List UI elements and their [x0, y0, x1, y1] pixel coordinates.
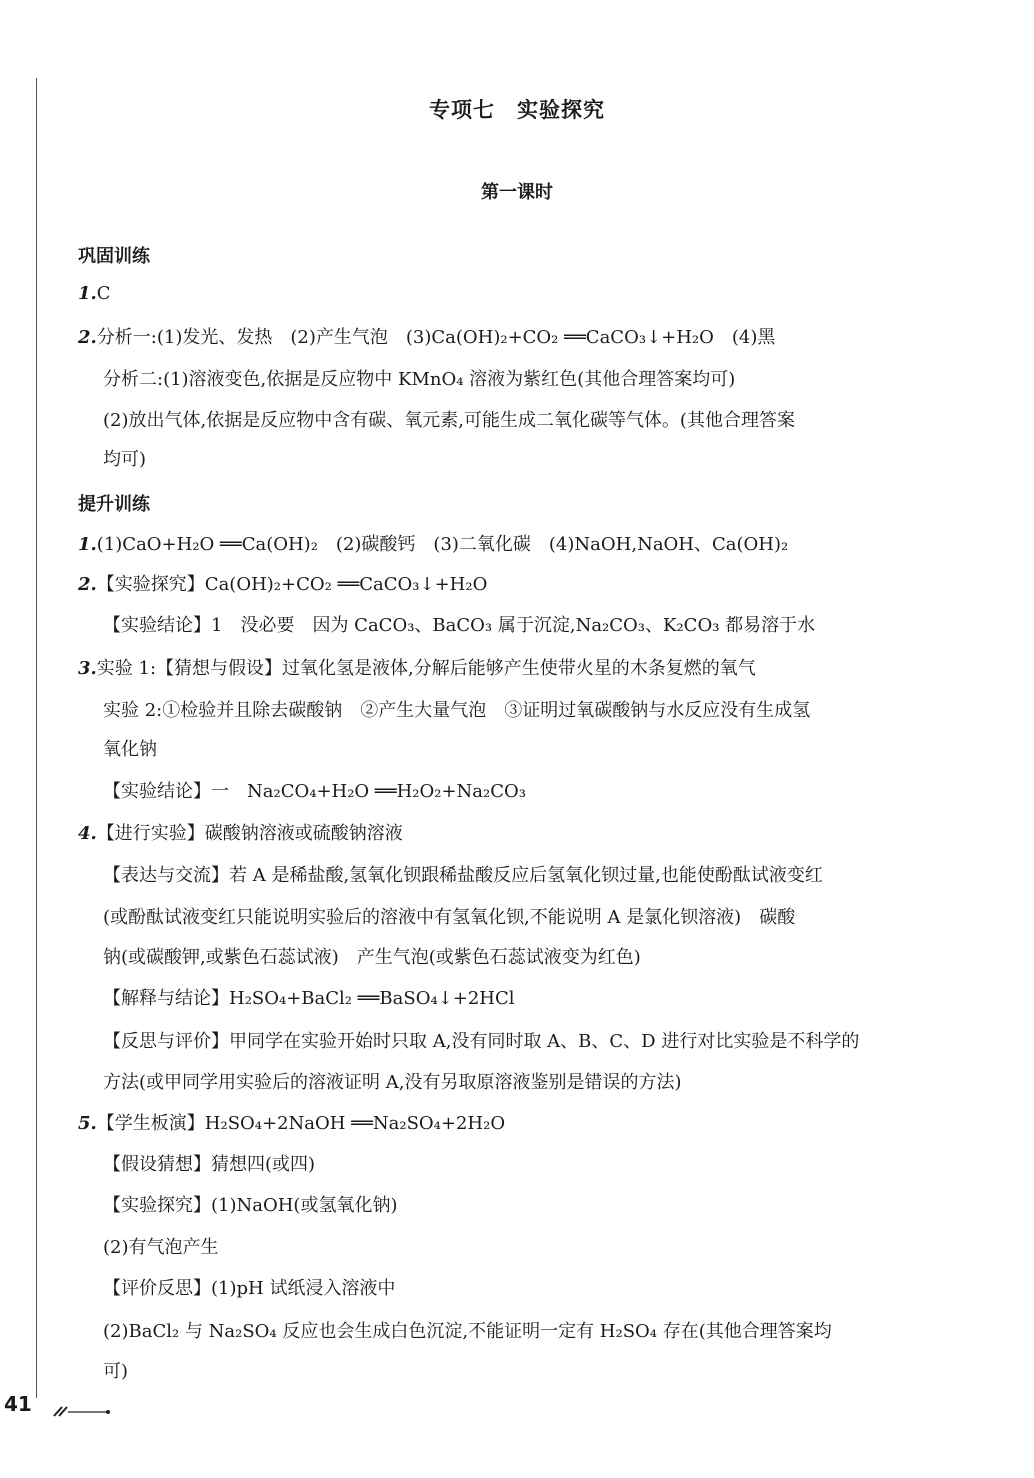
answer-line: 1.C [78, 283, 111, 304]
answer-line: (或酚酞试液变红只能说明实验后的溶液中有氢氧化钡,不能说明 A 是氯化钡溶液) 碳酸 [103, 907, 796, 928]
answer-line: 4.【进行实验】碳酸钠溶液或硫酸钠溶液 [78, 823, 403, 844]
answer-line: 钠(或碳酸钾,或紫色石蕊试液) 产生气泡(或紫色石蕊试液变为红色) [103, 947, 641, 968]
answer-line: 方法(或甲同学用实验后的溶液证明 A,没有另取原溶液鉴别是错误的方法) [103, 1072, 682, 1093]
section-heading-advanced: 提升训练 [78, 494, 150, 515]
page-decoration-icon [52, 1404, 112, 1418]
margin-line [36, 78, 37, 1398]
answer-line: 3.实验 1:【猜想与假设】过氧化氢是液体,分解后能够产生使带火星的木条复燃的氧气 [78, 658, 756, 679]
answer-line: 分析二:(1)溶液变色,依据是反应物中 KMnO₄ 溶液为紫红色(其他合理答案均可) [103, 369, 736, 390]
answer-line: 【假设猜想】猜想四(或四) [103, 1154, 316, 1175]
answer-line: 实验 2:①检验并且除去碳酸钠 ②产生大量气泡 ③证明过氧碳酸钠与水反应没有生成氢 [103, 700, 811, 721]
answer-line: 2.分析一:(1)发光、发热 (2)产生气泡 (3)Ca(OH)₂+CO₂ ══CaCO₃↓+H₂O (4)黑 [78, 327, 776, 348]
answer-line: 【实验结论】一 Na₂CO₄+H₂O ══H₂O₂+Na₂CO₃ [103, 781, 526, 802]
answer-line: 【实验探究】(1)NaOH(或氢氧化钠) [103, 1195, 398, 1216]
page-title: 专项七 实验探究 [429, 98, 605, 122]
answer-line: (2)放出气体,依据是反应物中含有碳、氧元素,可能生成二氧化碳等气体。(其他合理答案 [103, 410, 795, 431]
answer-line: 【解释与结论】H₂SO₄+BaCl₂ ══BaSO₄↓+2HCl [103, 988, 515, 1009]
answer-line: 2.【实验探究】Ca(OH)₂+CO₂ ══CaCO₃↓+H₂O [78, 574, 488, 595]
answer-line: 1.(1)CaO+H₂O ══Ca(OH)₂ (2)碳酸钙 (3)二氧化碳 (4)NaOH,NaOH、Ca(OH)₂ [78, 534, 789, 555]
answer-line: (2)BaCl₂ 与 Na₂SO₄ 反应也会生成白色沉淀,不能证明一定有 H₂SO₄ 存在(其他合理答案均 [103, 1321, 832, 1342]
answer-line: 【评价反思】(1)pH 试纸浸入溶液中 [103, 1278, 396, 1299]
answer-line: 可) [103, 1361, 129, 1382]
lesson-subtitle: 第一课时 [481, 182, 553, 203]
answer-line: 5.【学生板演】H₂SO₄+2NaOH ══Na₂SO₄+2H₂O [78, 1113, 506, 1134]
answer-line: 【表达与交流】若 A 是稀盐酸,氢氧化钡跟稀盐酸反应后氢氧化钡过量,也能使酚酞试液变红 [103, 865, 823, 886]
answer-line: 【实验结论】1 没必要 因为 CaCO₃、BaCO₃ 属于沉淀,Na₂CO₃、K₂CO₃ 都易溶于水 [103, 615, 816, 636]
answer-line: (2)有气泡产生 [103, 1237, 219, 1258]
page-number: 41 [4, 1392, 32, 1416]
section-heading-consolidation: 巩固训练 [78, 246, 150, 267]
answer-line: 【反思与评价】甲同学在实验开始时只取 A,没有同时取 A、B、C、D 进行对比实验是不科学的 [103, 1031, 860, 1052]
answer-line: 均可) [103, 449, 147, 470]
answer-line: 氧化钠 [103, 739, 157, 760]
